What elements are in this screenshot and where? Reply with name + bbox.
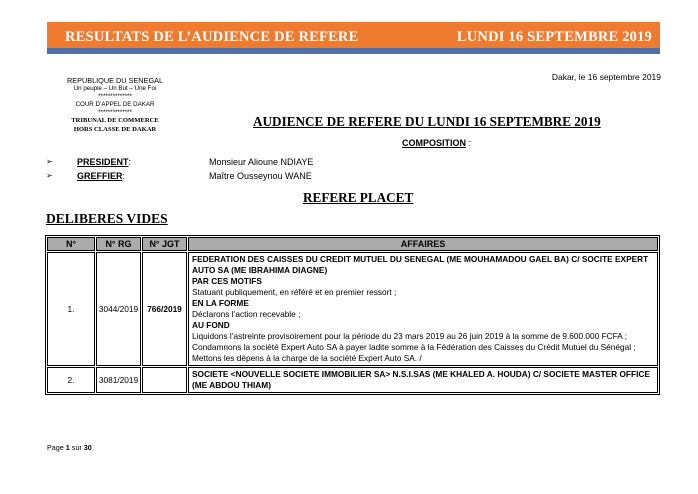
- cell-no: 1.: [47, 252, 95, 366]
- fond-text: Liquidons l’astreinte provisoirement pour la période du 23 mars 2019 au 26 juin 2019 à la somme de 9.600.000 FCFA ;: [192, 331, 627, 342]
- header-rg: N° RG: [96, 237, 141, 251]
- total-pages: 30: [83, 443, 92, 452]
- member-role-sep: :: [122, 171, 126, 181]
- composition-label: COMPOSITION: [402, 138, 467, 148]
- fond-text: Condamnons la société Expert Auto SA à payer ladite somme à la Fédération des Caisses du Crédit Mutuel du Sénégal ;: [192, 342, 636, 353]
- table-header-row: [47, 237, 658, 251]
- page-sur: sur: [71, 443, 82, 452]
- subsection-title: DELIBERES VIDES: [46, 211, 168, 226]
- results-table: [45, 235, 660, 395]
- member-role-label: PRESIDENT: [77, 157, 129, 167]
- header-affaires: AFFAIRES: [188, 237, 658, 251]
- cell-rg: 3044/2019: [96, 252, 141, 366]
- national-motto: Un peuple – Un But – Une Foi: [73, 85, 157, 93]
- document-date: Dakar, le 16 septembre 2019: [551, 72, 661, 82]
- republic-name: REPUBLIQUE DU SENEGAL: [66, 76, 164, 85]
- court-name: COUR D’APPEL DE DAKAR: [75, 101, 155, 109]
- table-row: [47, 367, 658, 393]
- composition-suffix: :: [466, 138, 472, 148]
- header-jgt: N° JGT: [142, 237, 187, 251]
- header-no: N°: [47, 237, 95, 251]
- cell-affaire: [188, 252, 658, 366]
- banner-title: RESULTATS DE L’AUDIENCE DE REFERE: [65, 29, 359, 45]
- current-page: 1: [65, 443, 70, 452]
- fond-label: AU FOND: [192, 320, 230, 331]
- member-name: Monsieur Alioune NDIAYE: [209, 157, 314, 167]
- title-banner: [47, 22, 660, 54]
- forme-label: EN LA FORME: [192, 298, 249, 309]
- tribunal-class: HORS CLASSE DE DAKAR: [73, 125, 157, 133]
- member-role-label: GREFFIER: [77, 171, 123, 181]
- member-role: [77, 171, 125, 181]
- page-word: Page: [47, 443, 64, 452]
- cell-no: 2.: [47, 367, 95, 393]
- cell-affaire: [188, 367, 658, 393]
- member-role: [77, 157, 131, 167]
- hearing-title: AUDIENCE DE REFERE DU LUNDI 16 SEPTEMBRE 2019: [253, 114, 601, 129]
- member-name: Maître Ousseynou WANE: [209, 171, 312, 181]
- separator-stars: **************: [98, 93, 132, 101]
- motifs-text: Statuant publiquement, en référé et en premier ressort ;: [192, 287, 397, 298]
- fond-text: Mettons les dépens à la charge de la société Expert Auto SA. /: [192, 353, 422, 364]
- cell-jgt: 766/2019: [142, 252, 187, 366]
- case-parties: FEDERATION DES CAISSES DU CREDIT MUTUEL DU SENEGAL (ME MOUHAMADOU GAEL BA) C/ SOCITE EXPERT AUTO SA (ME IBRAHIMA DIAGNE): [192, 254, 649, 276]
- institution-header: [40, 76, 190, 134]
- page-number: [47, 443, 92, 452]
- section-title: REFERE PLACET: [303, 190, 414, 205]
- member-role-sep: :: [128, 157, 132, 167]
- separator-stars: **************: [98, 109, 132, 117]
- arrow-bullet-icon: ➢: [46, 171, 53, 180]
- banner-date: LUNDI 16 SEPTEMBRE 2019: [456, 29, 652, 45]
- table-row: [47, 252, 658, 366]
- motifs-label: PAR CES MOTIFS: [192, 276, 262, 287]
- case-parties: SOCIETE <NOUVELLE SOCIETE IMMOBILIER SA> N.S.I.SAS (ME KHALED A. HOUDA) C/ SOCIETE MASTER OFFICE (ME ABDOU THIAM): [192, 369, 650, 391]
- arrow-bullet-icon: ➢: [46, 157, 53, 166]
- forme-text: Déclarons l’action recevable ;: [192, 309, 301, 320]
- cell-rg: 3081/2019: [96, 367, 141, 393]
- tribunal-name: TRIBUNAL DE COMMERCE: [71, 117, 159, 125]
- composition-heading: [402, 138, 471, 148]
- cell-jgt: [142, 367, 187, 393]
